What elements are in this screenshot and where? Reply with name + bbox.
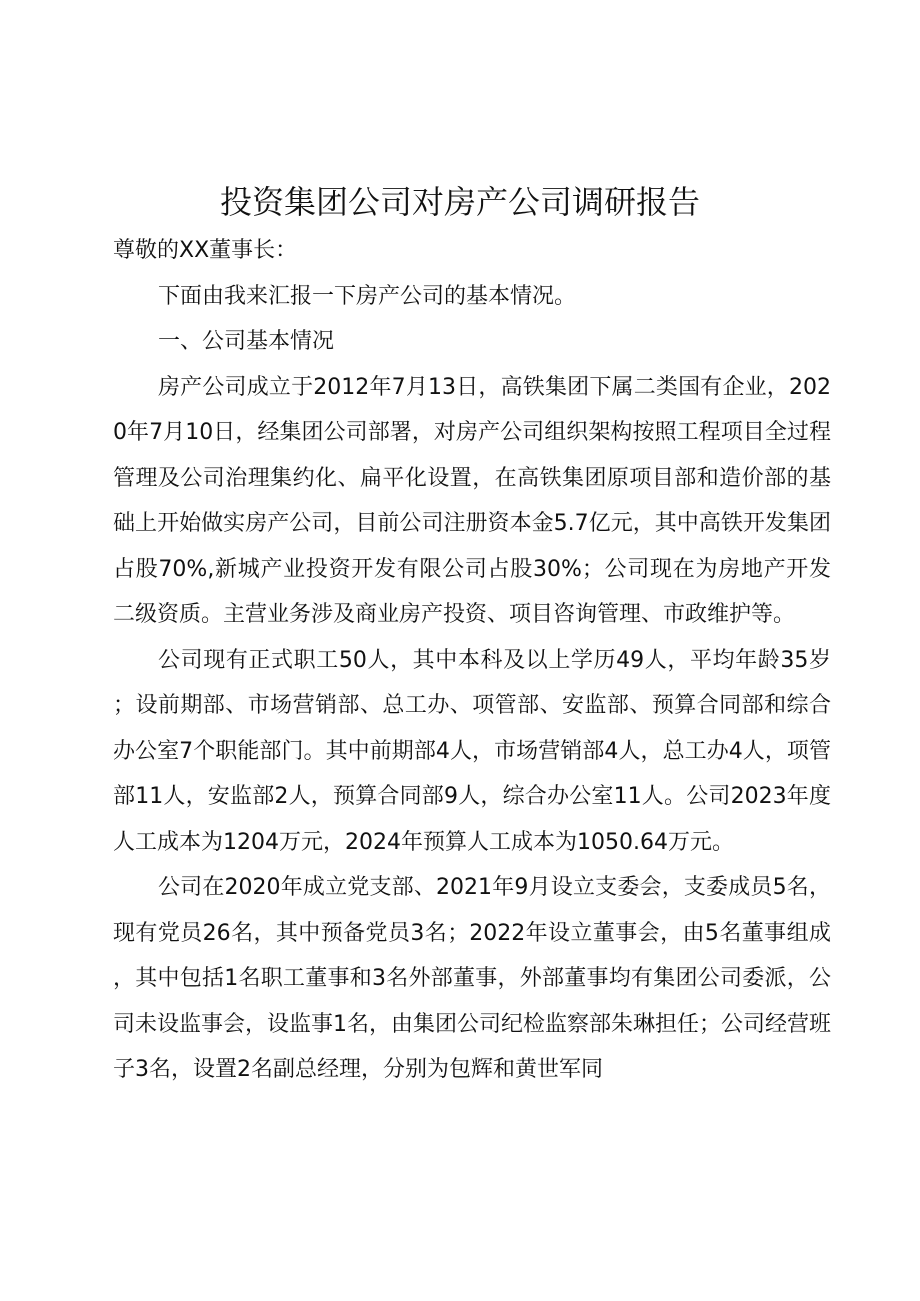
document-body xyxy=(113,228,831,1093)
salutation: 尊敬的XX董事长： xyxy=(113,238,298,263)
section-heading-company-basic-info: 一、公司基本情况 xyxy=(158,329,335,354)
paragraph-company-history: 房产公司成立于2012年7月13日，高铁集团下属二类国有企业，2020年7月10日，经集团公司部署，对房产公司组织架构按照工程项目全过程管理及公司治理集约化、扁平化设置，在高铁集团原项目部和造价部的基础上开始做实房产公司，目前公司注册资本金5.7亿元，其中高铁开发集团占股70%,新城产业投资开发有限公司占股30%；公司现在为房地产开发二级资质。主营业务涉及商业房产投资、项目咨询管理、市政维护等。 xyxy=(113,374,831,627)
paragraph-governance: 公司在2020年成立党支部、2021年9月设立支委会，支委成员5名，现有党员26名，其中预备党员3名；2022年设立董事会，由5名董事组成，其中包括1名职工董事和3名外部董事，外部董事均有集团公司委派，公司未设监事会，设监事1名，由集团公司纪检监察部朱琳担任；公司经营班子3名，设置2名副总经理，分别为包辉和黄世军同 xyxy=(113,875,831,1082)
paragraph-staffing: 公司现有正式职工50人，其中本科及以上学历49人，平均年龄35岁；设前期部、市场营销部、总工办、项管部、安监部、预算合同部和综合办公室7个职能部门。其中前期部4人，市场营销部4人，总工办4人，项管部11人，安监部2人，预算合同部9人，综合办公室11人。公司2023年度人工成本为1204万元，2024年预算人工成本为1050.64万元。 xyxy=(113,647,831,855)
intro-paragraph: 下面由我来汇报一下房产公司的基本情况。 xyxy=(158,283,577,309)
document-title: 投资集团公司对房产公司调研报告 xyxy=(219,183,700,221)
